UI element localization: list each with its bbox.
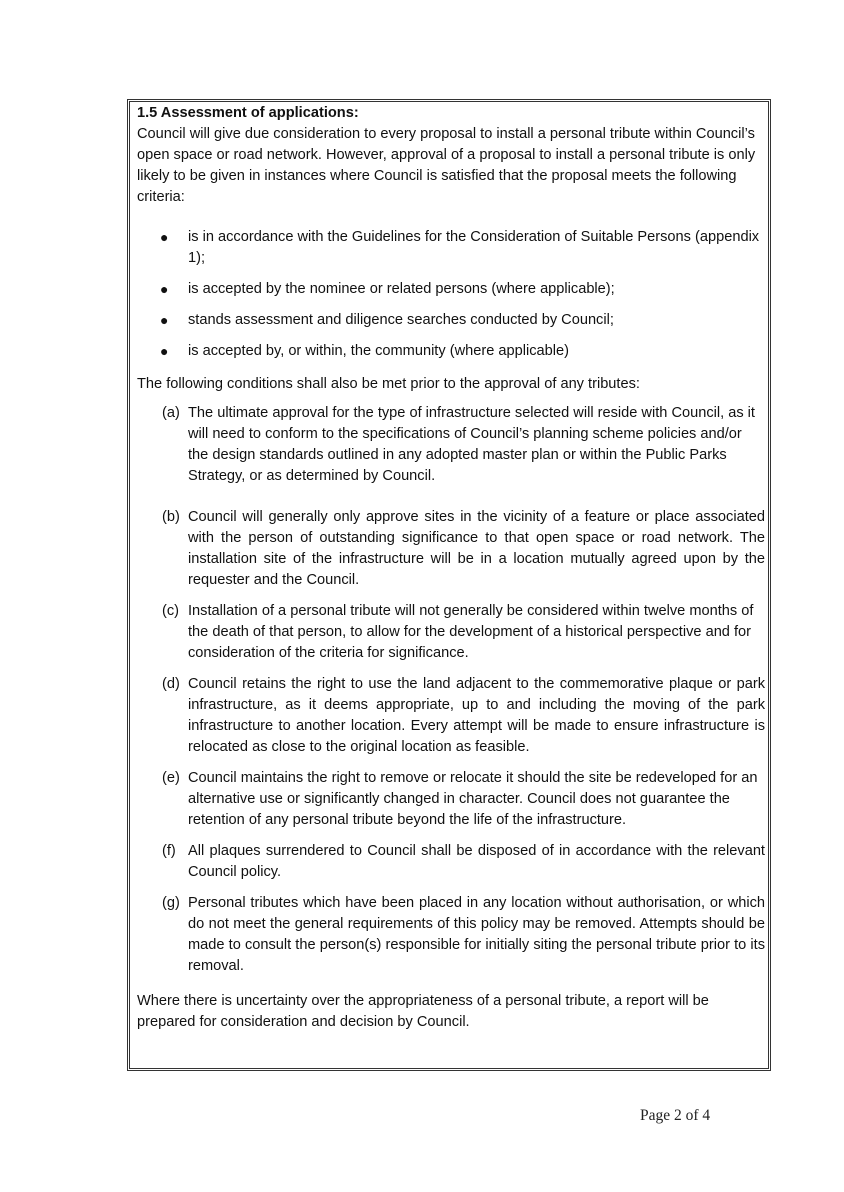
conditions-intro: The following conditions shall also be met prior to the approval of any tributes: — [137, 376, 640, 392]
criteria-list — [137, 227, 765, 362]
condition-item — [137, 674, 765, 758]
criteria-text: is in accordance with the Guidelines for the Consideration of Suitable Persons (appendix 1); — [188, 229, 760, 266]
bullet-dot-icon: ● — [160, 312, 169, 328]
section-content — [137, 103, 765, 1033]
condition-text: All plaques surrendered to Council shall be disposed of in accordance with the relevant Council policy. — [188, 843, 765, 880]
conditions-list — [137, 403, 765, 977]
closing-paragraph: Where there is uncertainty over the appropriateness of a personal tribute, a report will be prepared for consideration and decision by Council. — [137, 993, 709, 1030]
condition-marker: (a) — [162, 405, 180, 421]
condition-marker: (b) — [162, 509, 180, 525]
condition-text: The ultimate approval for the type of infrastructure selected will reside with Council, as it will need to conform to the specifications of Council’s planning scheme policies and/or the design standards outlined in any adopted master plan or within the Public Parks Strategy, or as determined by Council. — [188, 405, 755, 484]
condition-text: Installation of a personal tribute will not generally be considered within twelve months of the death of that person, to allow for the development of a historical perspective and for consideration of the criteria for significance. — [188, 603, 754, 661]
condition-text: Council will generally only approve sites in the vicinity of a feature or place associated with the person of outstanding significance to that open space or road network. The installation site of the infrastructure will be in a location mutually agreed upon by the requester and the Council. — [188, 509, 765, 588]
condition-marker: (d) — [162, 676, 180, 692]
condition-item — [137, 403, 765, 487]
bullet-dot-icon: ● — [160, 281, 169, 297]
bullet-dot-icon: ● — [160, 229, 169, 245]
criteria-item — [137, 227, 765, 269]
bullet-dot-icon: ● — [160, 343, 169, 359]
condition-item — [137, 841, 765, 883]
condition-marker: (g) — [162, 895, 180, 911]
criteria-item — [137, 341, 765, 362]
criteria-text: is accepted by the nominee or related persons (where applicable); — [188, 281, 615, 297]
criteria-item — [137, 310, 765, 331]
condition-text: Council maintains the right to remove or relocate it should the site be redeveloped for an alternative use or significantly changed in character. Council does not guarantee the retention of any personal tribute beyond the life of the infrastructure. — [188, 770, 758, 828]
condition-marker: (f) — [162, 843, 176, 859]
criteria-item — [137, 279, 765, 300]
condition-item — [137, 507, 765, 591]
condition-item — [137, 601, 765, 664]
criteria-text: is accepted by, or within, the community (where applicable) — [188, 343, 569, 359]
condition-text: Council retains the right to use the land adjacent to the commemorative plaque or park infrastructure, as it deems appropriate, up to and including the moving of the park infrastructure to another location. Every attempt will be made to ensure infrastructure is relocated as close to the original location as feasible. — [188, 676, 765, 755]
condition-marker: (e) — [162, 770, 180, 786]
condition-item — [137, 893, 765, 977]
section-heading: 1.5 Assessment of applications: — [137, 105, 359, 121]
section-intro: Council will give due consideration to every proposal to install a personal tribute within Council’s open space or road network. However, approval of a proposal to install a personal tribute is only likely to be given in instances where Council is satisfied that the proposal meets the following criteria: — [137, 126, 756, 205]
criteria-text: stands assessment and diligence searches conducted by Council; — [188, 312, 614, 328]
condition-item — [137, 768, 765, 831]
page-number: Page 2 of 4 — [640, 1107, 711, 1124]
condition-text: Personal tributes which have been placed in any location without authorisation, or which do not meet the general requirements of this policy may be removed. Attempts should be made to consult the person(s) responsible for initially siting the personal tribute prior to its removal. — [188, 895, 765, 974]
condition-marker: (c) — [162, 603, 180, 619]
